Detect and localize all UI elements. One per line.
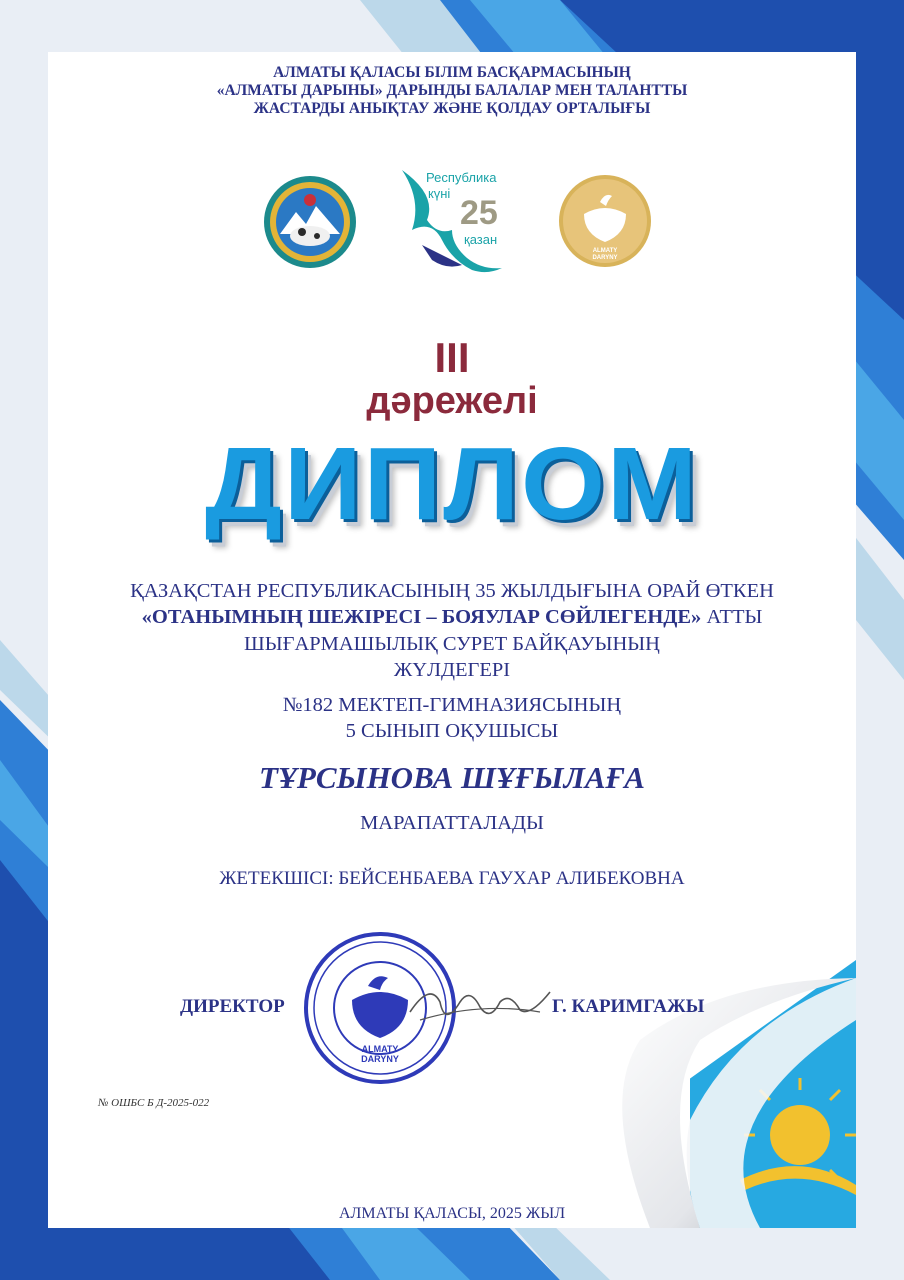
diploma-title: ДИПЛОМ: [205, 426, 699, 541]
issuer-header: [0, 64, 904, 118]
body-line: №182 МЕКТЕП-ГИМНАЗИЯСЫНЫҢ: [282, 694, 622, 716]
almaty-daryny-logo-icon: [556, 172, 654, 270]
issuer-line: АЛМАТЫ ҚАЛАСЫ БІЛІМ БАСҚАРМАСЫНЫҢ: [273, 64, 631, 81]
body-line: 5 СЫНЫП ОҚУШЫСЫ: [345, 720, 559, 742]
daryny-line2: DARYNY: [592, 255, 618, 261]
issuer-line: «АЛМАТЫ ДАРЫНЫ» ДАРЫНДЫ БАЛАЛАР МЕН ТАЛАНТТЫ: [216, 82, 688, 99]
issuer-line: ЖАСТАРДЫ АНЫҚТАУ ЖӘНЕ ҚОЛДАУ ОРТАЛЫҒЫ: [253, 100, 651, 117]
degree-word: дәрежелі: [366, 380, 538, 422]
registration-number: № ОШБС Б Д-2025-022: [98, 1097, 210, 1109]
svg-text:ALMATY: ALMATY: [361, 1044, 399, 1054]
body-line: ҚАЗАҚСТАН РЕСПУБЛИКАСЫНЫҢ 35 ЖЫЛДЫҒЫНА ОРАЙ ӨТКЕН: [130, 580, 774, 602]
awarded-text: МАРАПАТТАЛАДЫ: [360, 812, 544, 834]
contest-suffix: АТТЫ: [701, 606, 763, 628]
body-line: ЖҮЛДЕГЕРІ: [393, 659, 511, 681]
anniversary-word1: Республика: [426, 170, 497, 185]
supervisor-text: ЖЕТЕКШІСІ: БЕЙСЕНБАЕВА ГАУХАР АЛИБЕКОВНА: [219, 868, 685, 889]
anniversary-number: 25: [460, 194, 498, 232]
footer-place-year: АЛМАТЫ ҚАЛАСЫ, 2025 ЖЫЛ: [338, 1205, 566, 1222]
anniversary-word2: күні: [428, 186, 451, 201]
contest-line: [0, 606, 904, 629]
svg-text:DARYNY: DARYNY: [361, 1054, 399, 1064]
director-signature-icon: [400, 972, 560, 1042]
daryny-line1: ALMATY: [592, 248, 618, 254]
republic-day-logo-icon: [392, 160, 512, 280]
director-name: Г. КАРИМГАЖЫ: [552, 996, 705, 1017]
almaty-city-emblem-icon: [262, 174, 358, 270]
contest-name: «ОТАНЫМНЫҢ ШЕЖІРЕСІ – БОЯУЛАР СӨЙЛЕГЕНДЕ»: [141, 606, 702, 628]
body-line: ШЫҒАРМАШЫЛЫҚ СУРЕТ БАЙҚАУЫНЫҢ: [244, 633, 660, 655]
recipient-name: ТҰРСЫНОВА ШҰҒЫЛАҒА: [259, 760, 645, 795]
director-role: ДИРЕКТОР: [180, 996, 285, 1017]
anniversary-month: қазан: [464, 232, 498, 247]
degree-numeral: III: [434, 334, 470, 381]
